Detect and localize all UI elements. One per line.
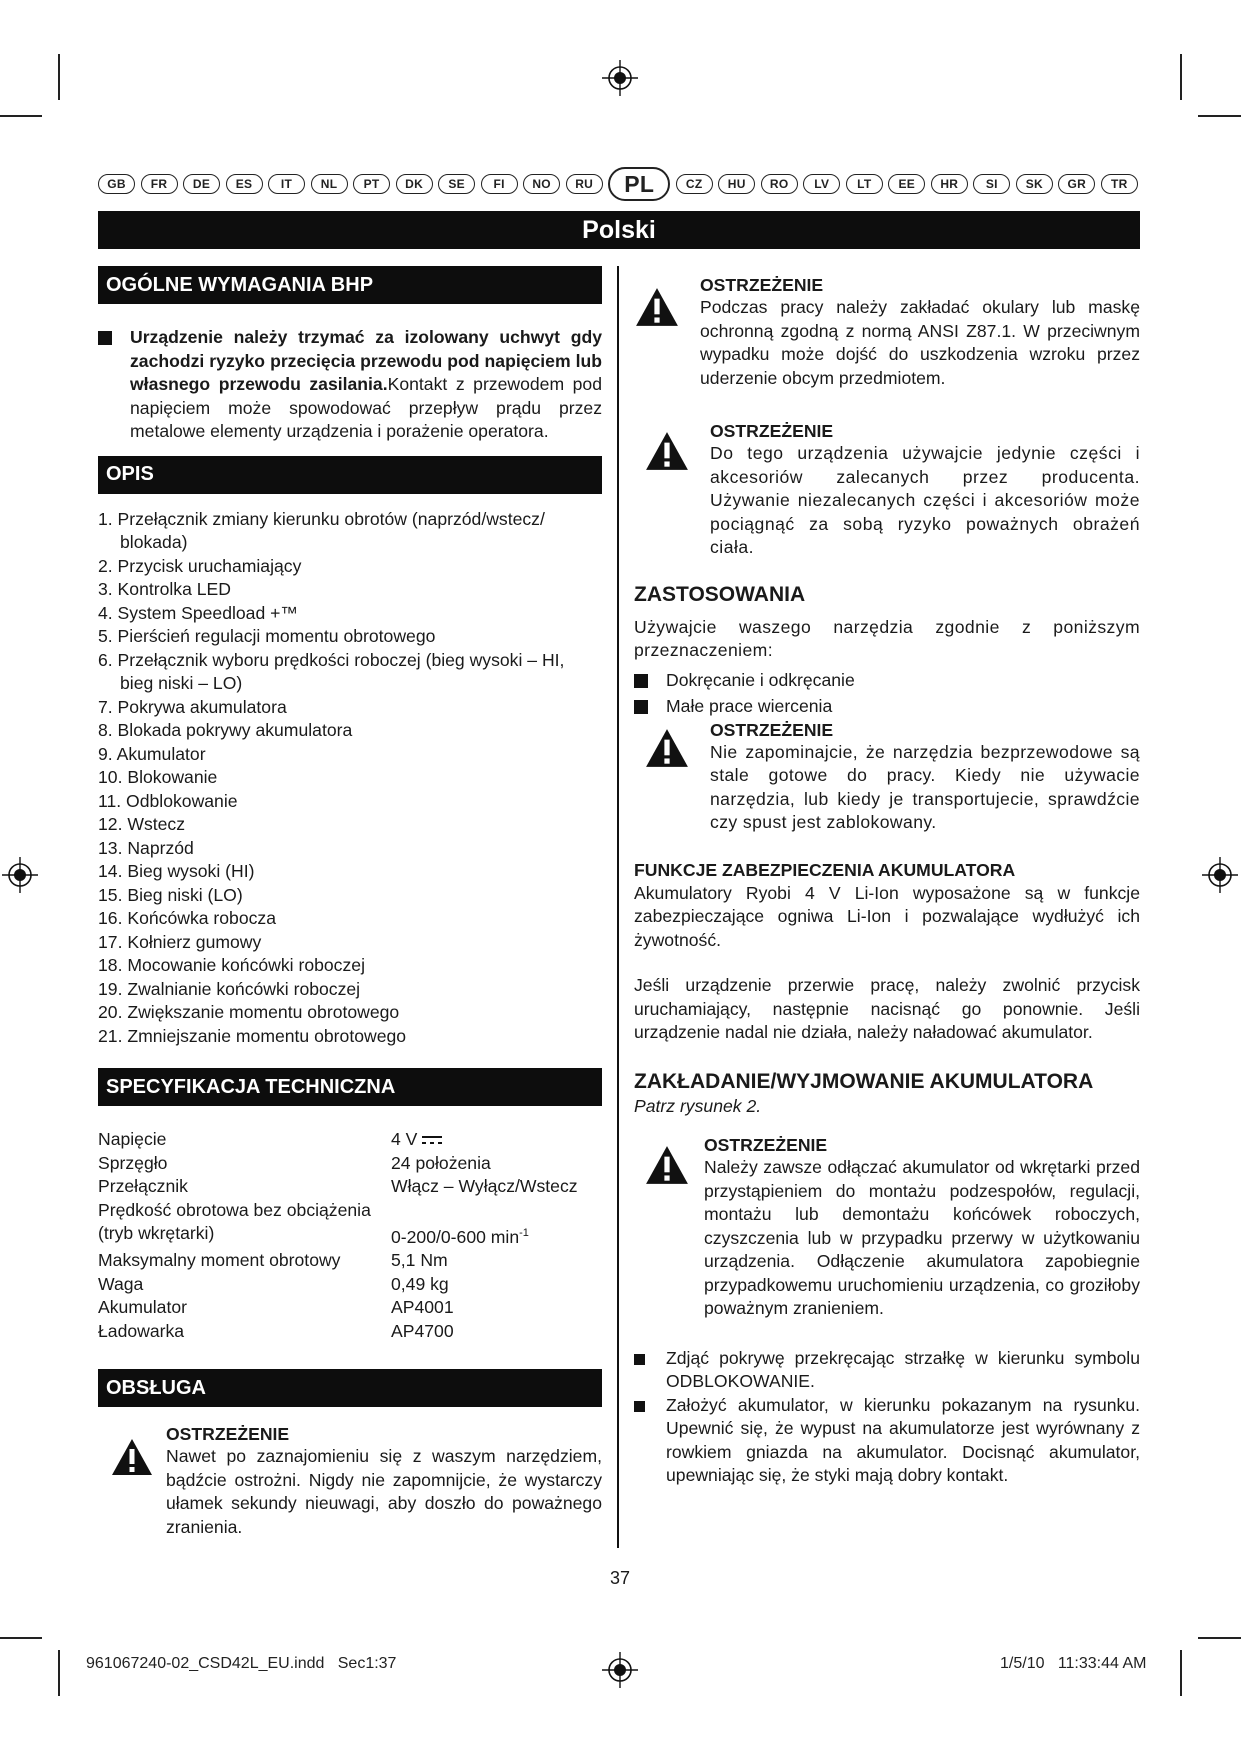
warning-triangle-icon xyxy=(644,430,690,472)
warning-text: Nie zapominajcie, że narzędzia bezprzewodowe są stale gotowe do pracy. Kiedy nie używacie narzędzia, lub kiedy je transportujecie, sprawdźcie czy spust jest zablokowany. xyxy=(710,741,1140,832)
registration-mark-icon xyxy=(602,60,638,96)
section-heading-specs: SPECYFIKACJA TECHNICZNA xyxy=(98,1068,602,1106)
cordless-warning xyxy=(634,719,1140,835)
battery-protection-p1: Akumulatory Ryobi 4 V Li-Ion wyposażone są w funkcje zabezpieczające ogniwa Li-Ion i pozwalające wydłużyć ich żywotność. xyxy=(634,882,1140,950)
spec-value: 24 położenia xyxy=(391,1152,491,1173)
lang-badge-ee: EE xyxy=(888,174,925,194)
list-item: 11. Odblokowanie xyxy=(98,790,238,811)
lang-badge-de: DE xyxy=(183,174,220,194)
spec-label: Ładowarka xyxy=(98,1320,185,1341)
list-item: Założyć akumulator, w kierunku pokazanym na rysunku. Upewnić się, że wypust na akumulatorze jest wyrównany z rowkiem gniazda na akumulator. Docisnąć akumulator, upewniając się, że styki mają dobry kontakt. xyxy=(634,1394,1140,1488)
lang-badge-ru: RU xyxy=(566,174,603,194)
warning-triangle-icon xyxy=(644,1144,690,1186)
right-column xyxy=(634,266,1140,1488)
lang-badge-tr: TR xyxy=(1101,174,1138,194)
spec-value: 0-200/0-600 $\min^{-1}$ xyxy=(391,1226,529,1247)
lang-badge-gb: GB xyxy=(98,174,135,194)
bullet-square-icon xyxy=(634,700,648,714)
battery-protection-p2: Jeśli urządzenie przerwie pracę, należy zwolnić przycisk uruchamiający, następnie nacisnąć go ponownie. Jeśli urządzenie nadal nie działa, należy naładować akumulator. xyxy=(634,975,1140,1042)
lang-badge-hu: HU xyxy=(718,174,755,194)
section-heading-operation: OBSŁUGA xyxy=(98,1369,602,1407)
warning-text: Podczas pracy należy zakładać okulary lub maskę ochronną zgodną z normą ANSI Z87.1. W przeciwnym wypadku może dojść do uszkodzenia wzroku przez uderzenie obcym przedmiotem. xyxy=(700,297,1140,388)
safety-bullet-bold: Urządzenie należy trzymać za izolowany uchwyt gdy zachodzi ryzyko przecięcia przewodu pod napięciem lub własnego przewodu zasilania. xyxy=(130,327,602,394)
left-column xyxy=(98,266,602,1539)
warning-triangle-icon xyxy=(634,286,680,328)
warning-triangle-icon xyxy=(644,727,690,769)
footer-timestamp: 1/5/10 11:33:44 AM xyxy=(1000,1655,1147,1672)
lang-badge-no: NO xyxy=(523,174,560,194)
lang-badge-it: IT xyxy=(268,174,305,194)
lang-badge-se: SE xyxy=(438,174,475,194)
safety-bullet xyxy=(98,326,602,444)
spec-value: AP4001 xyxy=(391,1297,454,1318)
language-bar xyxy=(98,166,1138,202)
accessories-warning xyxy=(634,420,1140,560)
lang-badge-gr: GR xyxy=(1058,174,1095,194)
crop-mark xyxy=(1180,1650,1182,1696)
spec-value: 4 V xyxy=(391,1128,602,1152)
column-divider xyxy=(617,266,619,1548)
crop-mark xyxy=(0,115,42,117)
list-item: 5. Pierścień regulacji momentu obrotowego xyxy=(98,626,436,646)
list-item: 14. Bieg wysoki (HI) xyxy=(98,861,255,881)
spec-label: Maksymalny moment obrotowy xyxy=(98,1250,341,1271)
bullet-square-icon xyxy=(98,331,112,345)
lang-badge-sk: SK xyxy=(1016,174,1053,194)
battery-warning xyxy=(634,1134,1140,1321)
list-item: 6. Przełącznik wyboru prędkości roboczej (bieg wysoki – HI, bieg niski – LO) xyxy=(98,649,565,693)
list-item: 9. Akumulator xyxy=(98,743,206,764)
section-heading-description: OPIS xyxy=(98,456,602,494)
registration-mark-icon xyxy=(602,1652,638,1688)
list-item: 17. Kołnierz gumowy xyxy=(98,931,262,952)
spec-label: Akumulator xyxy=(98,1297,187,1318)
crop-mark xyxy=(1180,54,1182,100)
bullet-square-icon xyxy=(634,1354,645,1365)
list-item: 7. Pokrywa akumulatora xyxy=(98,696,287,717)
crop-mark xyxy=(1198,115,1241,117)
warning-triangle-icon xyxy=(110,1437,154,1477)
lang-badge-pt: PT xyxy=(353,174,390,194)
operation-warning xyxy=(98,1423,602,1539)
warning-title: OSTRZEŻENIE xyxy=(166,1424,290,1445)
list-item: 13. Naprzód xyxy=(98,837,194,858)
list-item: 20. Zwiększanie momentu obrotowego xyxy=(98,1002,400,1022)
registration-mark-icon xyxy=(1202,857,1238,893)
list-item: 15. Bieg niski (LO) xyxy=(98,884,243,905)
registration-mark-icon xyxy=(2,857,38,893)
list-item: 3. Kontrolka LED xyxy=(98,579,232,599)
spec-value: 5,1 Nm xyxy=(391,1250,448,1271)
dc-symbol-icon xyxy=(421,1134,443,1146)
crop-mark xyxy=(58,54,60,100)
lang-badge-lt: LT xyxy=(846,174,883,194)
spec-label: Sprzęgło xyxy=(98,1152,168,1173)
spec-value: 0,49 kg xyxy=(391,1273,449,1294)
lang-badge-hr: HR xyxy=(931,174,968,194)
warning-title: OSTRZEŻENIE xyxy=(710,421,834,441)
spec-value: Włącz – Wyłącz/Wstecz xyxy=(391,1176,578,1196)
crop-mark xyxy=(58,1650,60,1696)
list-item: 21. Zmniejszanie momentu obrotowego xyxy=(98,1025,407,1046)
warning-text: Nawet po zaznajomieniu się z waszym narzędziem, bądźcie ostrożni. Nigdy nie zapomnijcie, że wystarczy ułamek sekundy nieuwagi, aby doszło do poważnego zranienia. xyxy=(166,1446,602,1537)
lang-badge-fi: FI xyxy=(481,174,518,194)
list-item: 16. Końcówka robocza xyxy=(98,908,276,928)
page-title: Polski xyxy=(98,211,1140,249)
page-number: 37 xyxy=(609,1568,631,1588)
warning-title: OSTRZEŻENIE xyxy=(700,275,824,295)
warning-text: Do tego urządzenia używajcie jedynie części i akcesoriów zalecanych przez producenta. Używanie niezalecanych części i akcesoriów może pociągnąć za sobą ryzyko poważnych obrażeń ciała. xyxy=(710,443,1140,557)
spec-label: Prędkość obrotowa bez obciążenia xyxy=(98,1199,371,1220)
spec-label: Przełącznik xyxy=(98,1176,188,1196)
figure-reference: Patrz rysunek 2. xyxy=(634,1095,762,1116)
list-item: 10. Blokowanie xyxy=(98,767,218,787)
list-item: Dokręcanie i odkręcanie xyxy=(634,669,1140,693)
lang-badge-pl-active: PL xyxy=(608,167,670,201)
lang-badge-ro: RO xyxy=(761,174,798,194)
section-heading-battery-protection: FUNKCJE ZABEZPIECZENIA AKUMULATORA xyxy=(634,859,1016,880)
lang-badge-lv: LV xyxy=(803,174,840,194)
lang-badge-es: ES xyxy=(226,174,263,194)
list-item: 8. Blokada pokrywy akumulatora xyxy=(98,720,353,740)
section-heading-battery-install: ZAKŁADANIE/WYJMOWANIE AKUMULATORA xyxy=(634,1069,1094,1093)
safety-bullet-text: Kontakt z przewodem pod napięciem może spowodować przepływ prądu przez metalowe elementy urządzenia i porażenie operatora. xyxy=(130,374,602,441)
lang-badge-dk: DK xyxy=(396,174,433,194)
section-heading-safety: OGÓLNE WYMAGANIA BHP xyxy=(98,266,602,304)
spec-label: (tryb wkrętarki) xyxy=(98,1223,215,1243)
eye-protection-warning xyxy=(634,274,1140,390)
lang-badge-si: SI xyxy=(973,174,1010,194)
list-item: 19. Zwalnianie końcówki roboczej xyxy=(98,978,361,999)
crop-mark xyxy=(0,1637,42,1639)
spec-value: AP4700 xyxy=(391,1320,454,1341)
section-heading-applications: ZASTOSOWANIA xyxy=(634,582,806,606)
list-item: 18. Mocowanie końcówki roboczej xyxy=(98,955,365,975)
list-item: 1. Przełącznik zmiany kierunku obrotów (naprzód/wstecz/ blokada) xyxy=(98,508,545,552)
spec-label: Waga xyxy=(98,1273,144,1294)
list-item: Małe prace wiercenia xyxy=(634,695,1140,719)
spec-table xyxy=(98,1128,602,1343)
warning-text: Należy zawsze odłączać akumulator od wkrętarki przed przystąpieniem do montażu podzespołów, regulacji, montażu lub demontażu końcówek roboczych, czyszczenia lub w przypadku przerwy w użytkowaniu urządzenia. Odłączenie akumulatora zapobiegnie przypadkowemu uruchomieniu urządzenia, co groziłoby poważnym zranieniem. xyxy=(704,1157,1140,1318)
lang-badge-nl: NL xyxy=(311,174,348,194)
applications-intro: Używajcie waszego narzędzia zgodnie z poniższym przeznaczeniem: xyxy=(634,616,1140,660)
lang-badge-fr: FR xyxy=(141,174,178,194)
bullet-square-icon xyxy=(634,1401,645,1412)
list-item: 2. Przycisk uruchamiający xyxy=(98,555,302,576)
spec-label: Napięcie xyxy=(98,1129,167,1149)
list-item: Zdjąć pokrywę przekręcając strzałkę w kierunku symbolu ODBLOKOWANIE. xyxy=(634,1347,1140,1394)
parts-list xyxy=(98,508,602,1049)
list-item: 12. Wstecz xyxy=(98,814,186,834)
list-item: 4. System Speedload +™ xyxy=(98,602,299,623)
warning-title: OSTRZEŻENIE xyxy=(704,1135,828,1155)
crop-mark xyxy=(1198,1637,1241,1639)
lang-badge-cz: CZ xyxy=(676,174,713,194)
footer-file-info: 961067240-02_CSD42L_EU.indd Sec1:37 xyxy=(86,1655,397,1672)
warning-title: OSTRZEŻENIE xyxy=(710,719,834,740)
bullet-square-icon xyxy=(634,674,648,688)
